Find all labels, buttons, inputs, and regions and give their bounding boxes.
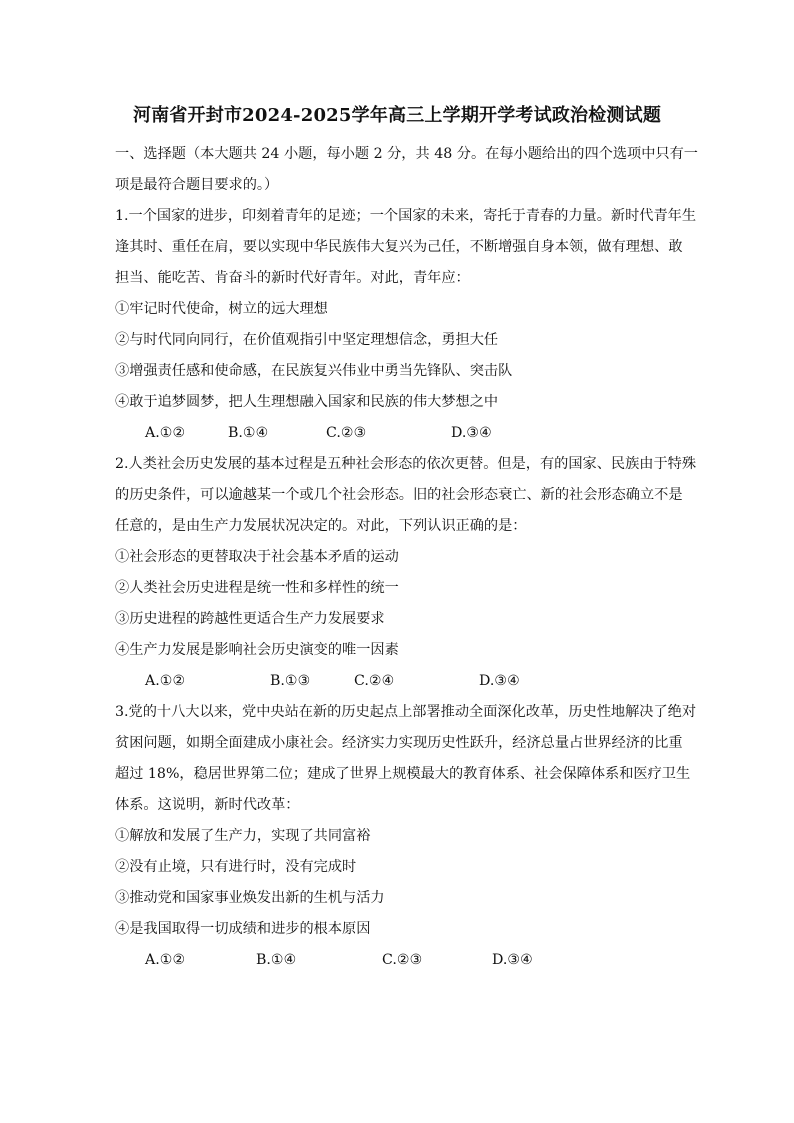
q3-item-2: ②没有止境，只有进行时，没有完成时 — [115, 859, 357, 875]
q2-stem-line-1: 2.人类社会历史发展的基本过程是五种社会形态的依次更替。但是，有的国家、民族由于特殊 — [115, 456, 697, 472]
q1-item-4: ④敢于追梦圆梦，把人生理想融入国家和民族的伟大梦想之中 — [115, 394, 499, 410]
q3-option-b: B.①④ — [256, 952, 297, 968]
q3-stem-line-2: 贫困问题，如期全面建成小康社会。经济实力实现历史性跃升，经济总量占世界经济的比重 — [115, 735, 683, 751]
q1-stem-line-2: 逢其时、重任在肩，要以实现中华民族伟大复兴为己任，不断增强自身本领，做有理想、敢 — [115, 239, 683, 255]
q1-item-2: ②与时代同向同行，在价值观指引中坚定理想信念，勇担大任 — [115, 332, 499, 348]
q2-item-3: ③历史进程的跨越性更适合生产力发展要求 — [115, 611, 385, 627]
q3-option-a: A.①② — [145, 952, 186, 968]
q1-item-1: ①牢记时代使命，树立的远大理想 — [115, 301, 328, 317]
q3-item-4: ④是我国取得一切成绩和进步的根本原因 — [115, 921, 371, 937]
q1-stem-line-3: 担当、能吃苦、肯奋斗的新时代好青年。对此，青年应： — [115, 270, 470, 286]
q2-item-1: ①社会形态的更替取决于社会基本矛盾的运动 — [115, 549, 399, 565]
q3-item-1: ①解放和发展了生产力，实现了共同富裕 — [115, 828, 371, 844]
section-instruction-line-1: 一、选择题（本大题共 24 小题，每小题 2 分，共 48 分。在每小题给出的四个选项中只有一 — [115, 146, 698, 162]
q2-item-4: ④生产力发展是影响社会历史演变的唯一因素 — [115, 642, 399, 658]
q2-option-b: B.①③ — [270, 673, 311, 689]
q3-option-c: C.②③ — [382, 952, 423, 968]
section-instruction-line-2: 项是最符合题目要求的。） — [115, 177, 279, 193]
q2-option-a: A.①② — [145, 673, 186, 689]
q2-option-d: D.③④ — [479, 673, 520, 689]
q3-stem-line-4: 体系。这说明，新时代改革： — [115, 797, 300, 813]
q2-item-2: ②人类社会历史进程是统一性和多样性的统一 — [115, 580, 399, 596]
q2-stem-line-2: 的历史条件，可以逾越某一个或几个社会形态。旧的社会形态衰亡、新的社会形态确立不是 — [115, 487, 683, 503]
q1-option-c: C.②③ — [326, 425, 367, 441]
q1-item-3: ③增强责任感和使命感，在民族复兴伟业中勇当先锋队、突击队 — [115, 363, 513, 379]
q2-stem-line-3: 任意的，是由生产力发展状况决定的。对此，下列认识正确的是： — [115, 518, 527, 534]
q3-stem-line-1: 3.党的十八大以来，党中央站在新的历史起点上部署推动全面深化改革，历史性地解决了绝对 — [115, 704, 697, 720]
q1-option-d: D.③④ — [451, 425, 492, 441]
q2-option-c: C.②④ — [354, 673, 395, 689]
q1-option-b: B.①④ — [228, 425, 269, 441]
document-title: 河南省开封市2024-2025学年高三上学期开学考试政治检测试题 — [132, 105, 662, 126]
q1-stem-line-1: 1.一个国家的进步，印刻着青年的足迹；一个国家的未来，寄托于青春的力量。新时代青年生 — [115, 208, 697, 224]
q1-option-a: A.①② — [145, 425, 186, 441]
q3-stem-line-3: 超过 18%，稳居世界第二位；建成了世界上规模最大的教育体系、社会保障体系和医疗卫生 — [115, 766, 691, 782]
q3-item-3: ③推动党和国家事业焕发出新的生机与活力 — [115, 890, 385, 906]
q3-option-d: D.③④ — [492, 952, 533, 968]
